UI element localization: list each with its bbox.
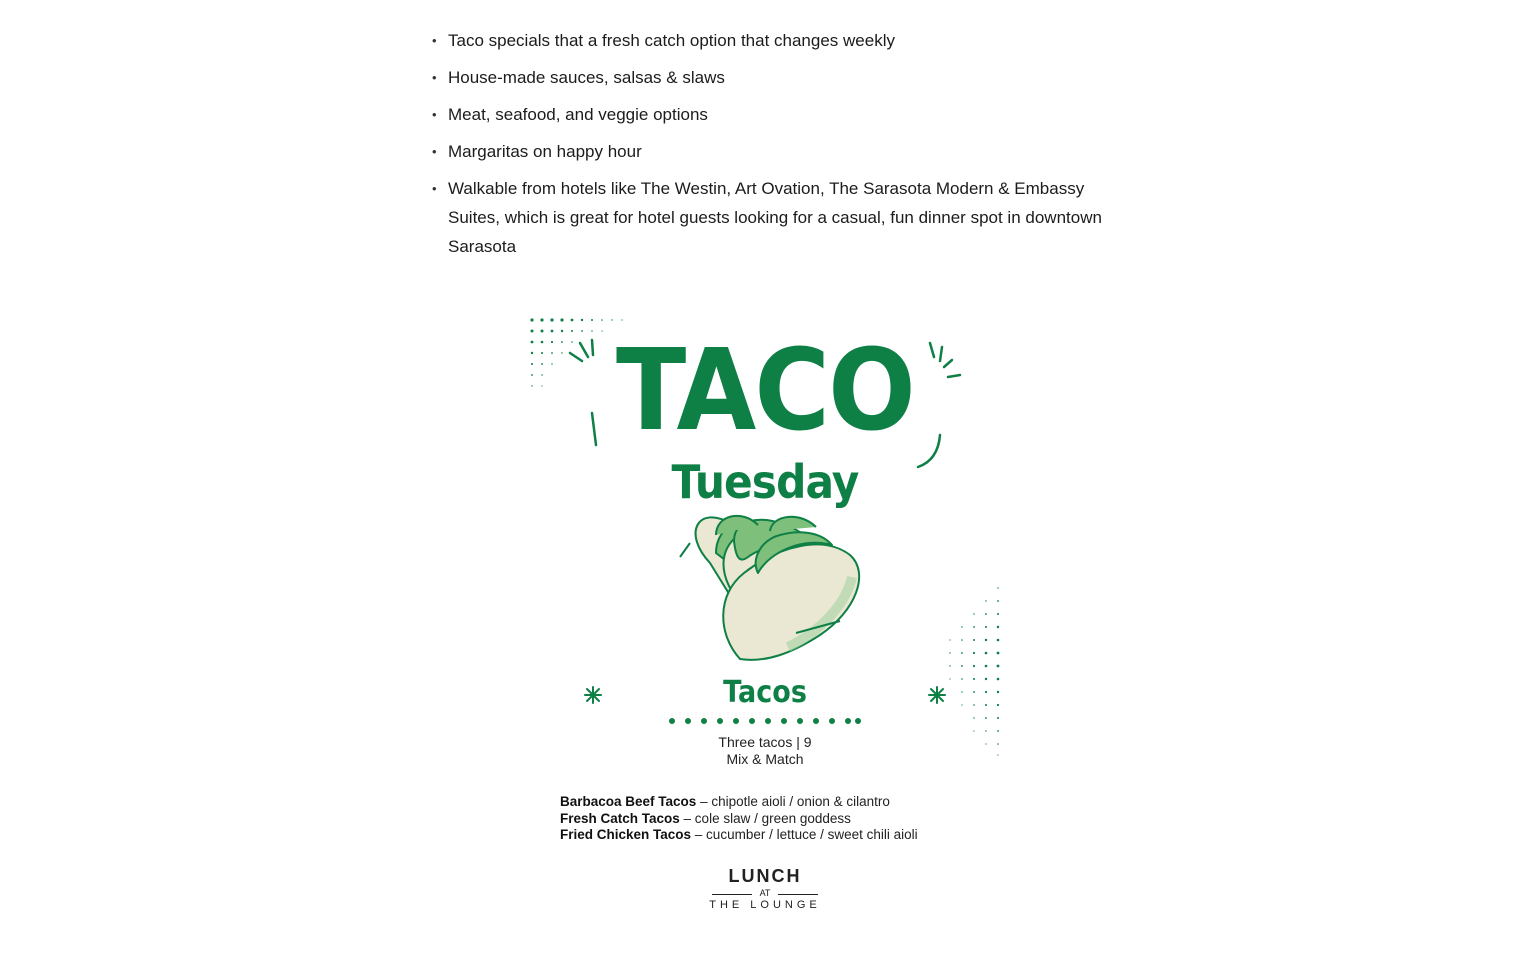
tacos-section-heading: Tacos	[723, 675, 807, 710]
bullet-item: • Meat, seafood, and veggie options	[432, 100, 1112, 129]
taco-menu-list	[560, 794, 1020, 844]
menu-item-name: Fried Chicken Tacos	[560, 827, 692, 842]
menu-item-name: Barbacoa Beef Tacos	[560, 794, 697, 809]
dotted-divider	[669, 718, 861, 724]
feature-bullet-list	[432, 26, 1112, 269]
bullet-item: • Taco specials that a fresh catch option that changes weekly	[432, 26, 1112, 55]
lunch-at-the-lounge-logo	[700, 866, 830, 911]
logo-line-lounge: THE LOUNGE	[709, 899, 821, 911]
logo-line-at: AT	[700, 888, 830, 898]
menu-item-desc: – cole slaw / green goddess	[679, 810, 851, 826]
price-line: Three tacos | 9	[718, 734, 812, 750]
flyer-title: TACO	[616, 326, 914, 456]
dot-pattern-right	[949, 587, 999, 755]
flyer-subtitle: Tuesday	[671, 455, 859, 509]
bullet-item: • House-made sauces, salsas & slaws	[432, 63, 1112, 92]
menu-item-desc: – cucumber / lettuce / sweet chili aioli	[691, 827, 918, 842]
taco-illustration-icon	[680, 516, 859, 660]
menu-item-name: Fresh Catch Tacos	[560, 810, 680, 826]
taco-tuesday-flyer	[520, 305, 1010, 925]
mix-and-match-line: Mix & Match	[726, 751, 804, 767]
bullet-item: • Margaritas on happy hour	[432, 137, 1112, 166]
menu-item	[560, 794, 1020, 811]
menu-item	[560, 827, 1020, 844]
menu-item	[560, 811, 1020, 828]
logo-line-lunch: LUNCH	[728, 866, 802, 886]
bullet-item: • Walkable from hotels like The Westin, Art Ovation, The Sarasota Modern & Embassy Suites, which is great for hotel guests looking for a casual, fun dinner spot in downtown Sarasota	[432, 174, 1112, 261]
menu-item-desc: – chipotle aioli / onion & cilantro	[696, 794, 890, 809]
